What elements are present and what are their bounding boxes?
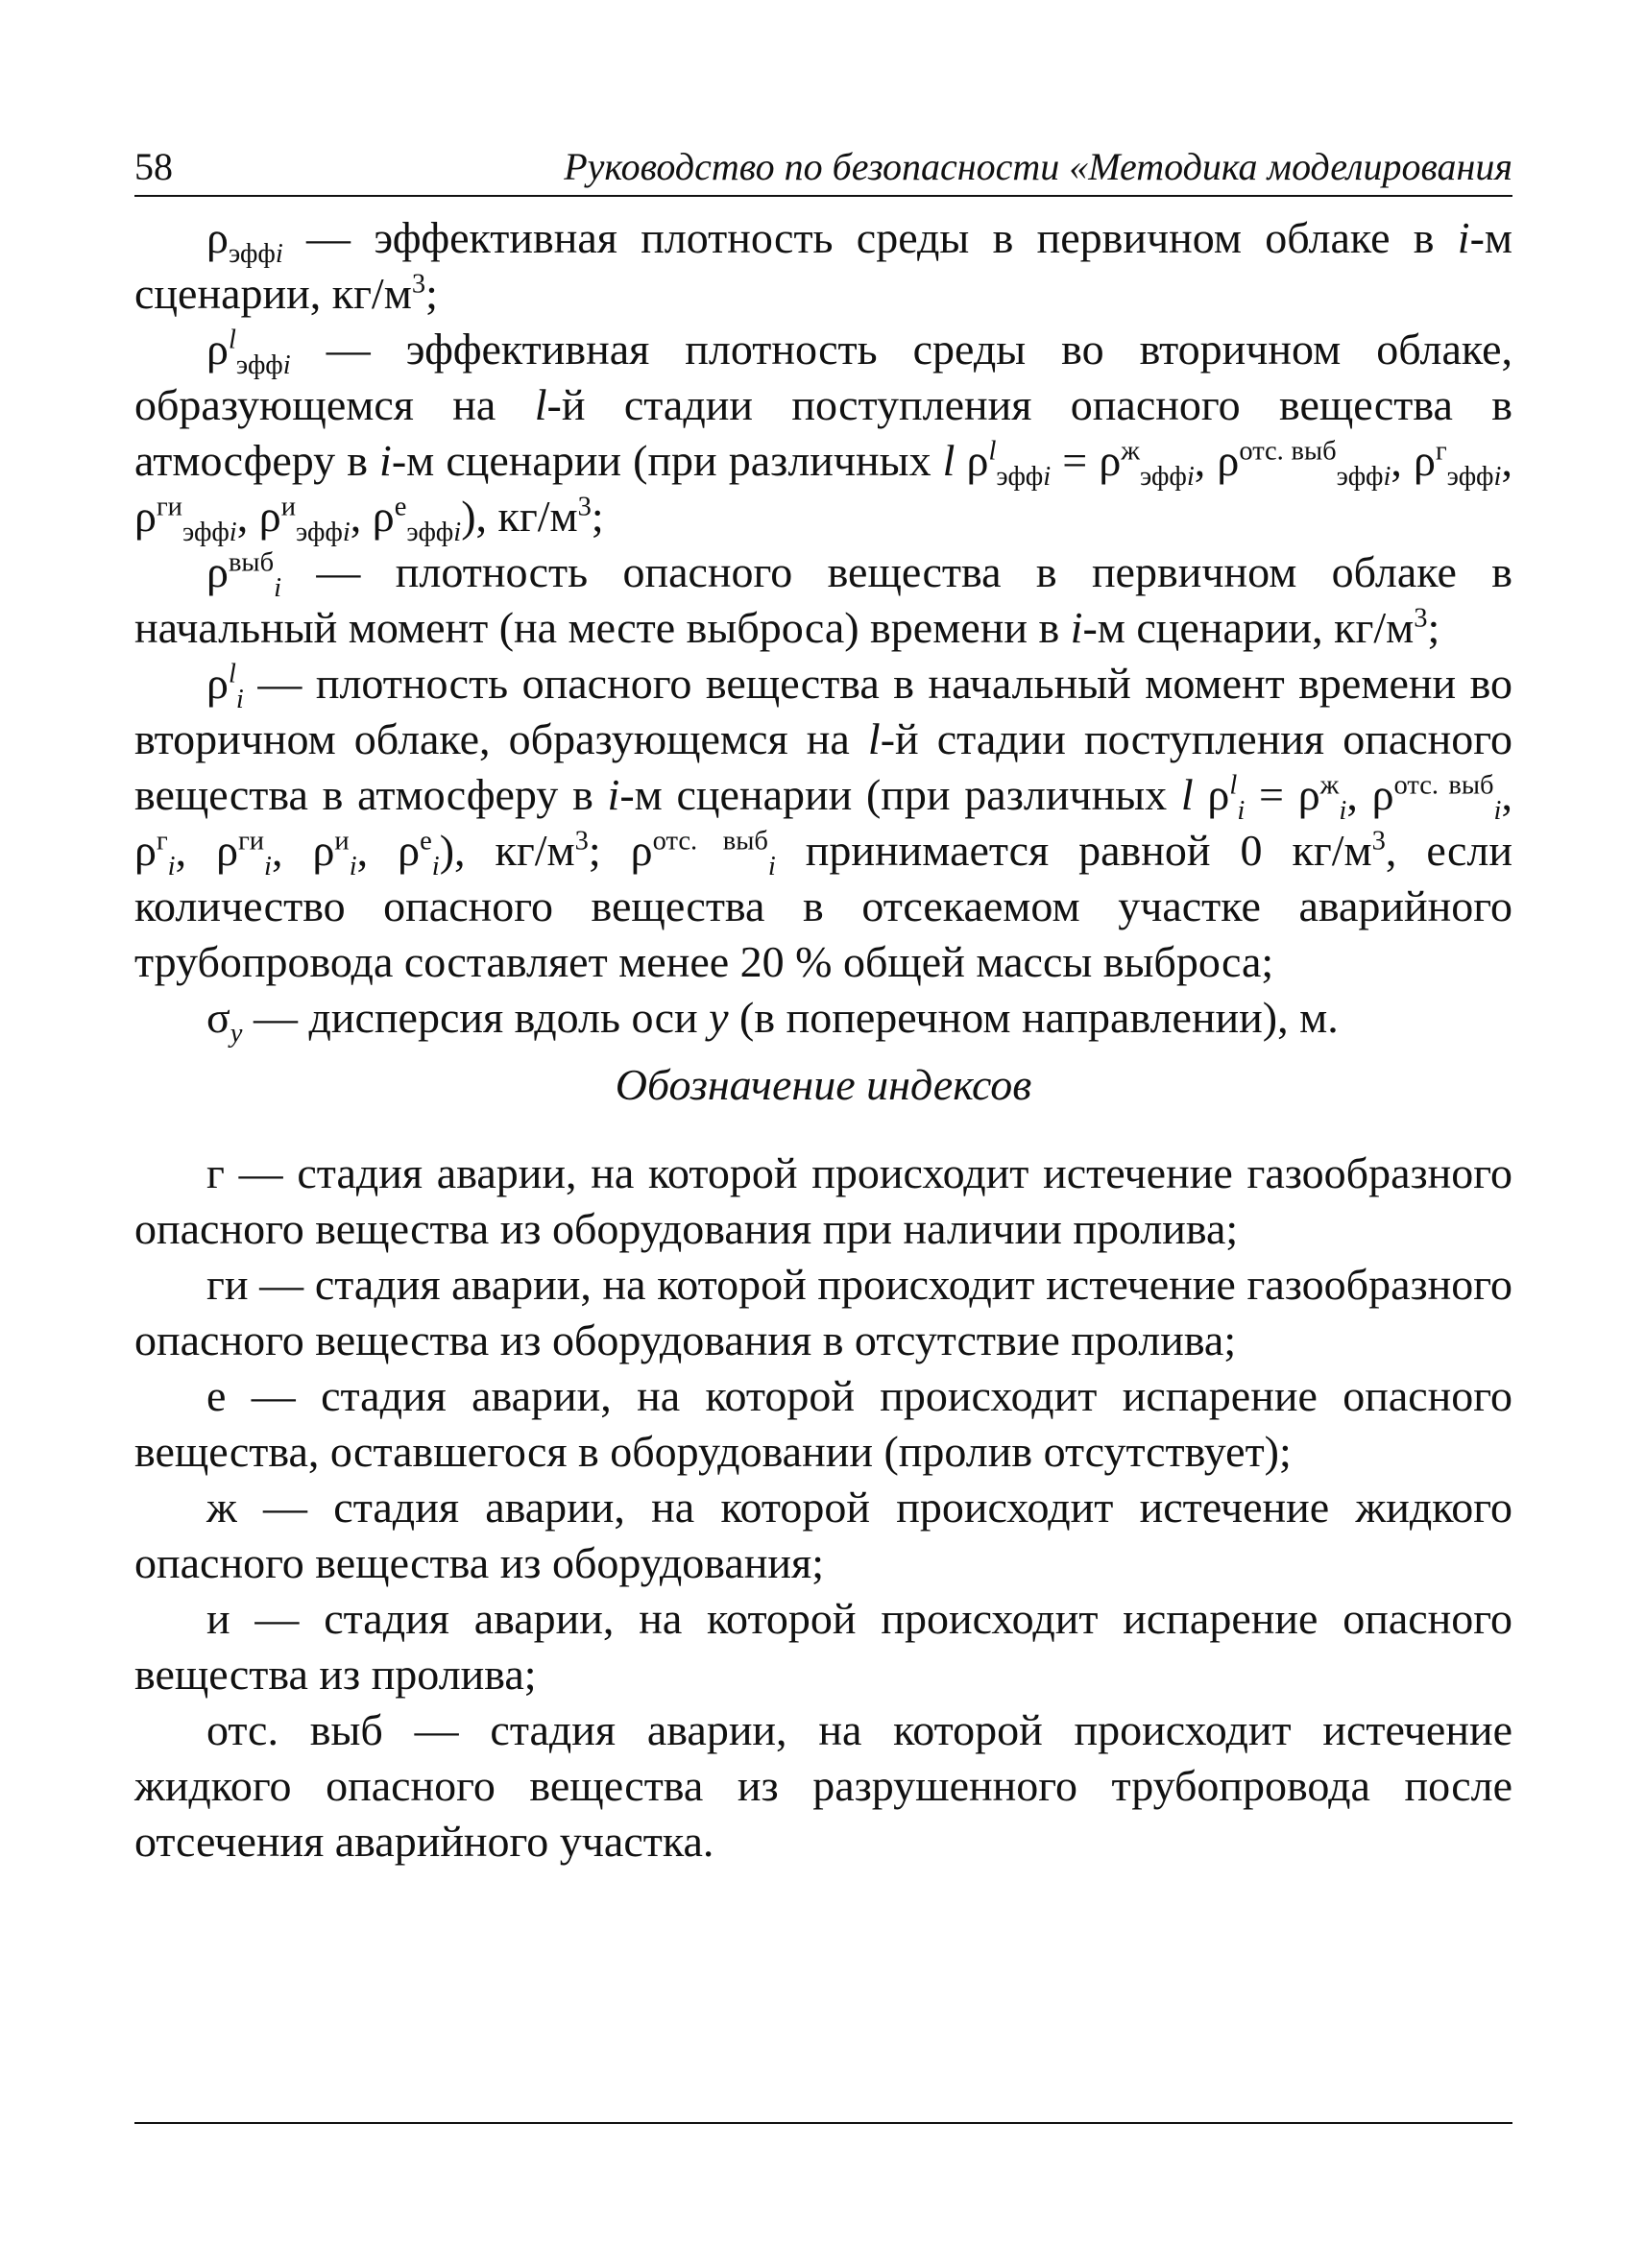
symbol: $\rho^{выб}_i$ — [206, 547, 282, 604]
page-content — [134, 210, 1512, 1870]
symbol: $\rho^l_{эффi}$ — [206, 325, 291, 381]
definition-rho-l-i: $\rho^l_i$ — плотность опасного вещества в начальный момент времени во вторичном облаке, образующемся на l-й стадии поступления опасного вещества в атмосферу в i-м сценарии (при различных l $\rho^l_i = \rho^ж_i$, $\rho^{отс. выб}_i$, $\rho^г_i$, $\rho^{ги}_i$, $\rho^и_i$, $\rho^е_i$), $кг/м^3$; $\rho^{отс. выб}_i$ принимается равной 0 $кг/м^3$, если количество опасного вещества в отсекаемом участке аварийного трубопровода составляет менее 20 % общей массы выброса; — [134, 659, 1513, 986]
symbol: $\rho_{эффi}$ — [206, 213, 283, 270]
index-item: е — стадия аварии, на которой происходит испарение опасного вещества, оставшегося в оборудовании (пролив отсутствует); — [134, 1371, 1512, 1476]
section-title: Обозначение индексов — [615, 1060, 1032, 1109]
document-page — [134, 144, 1512, 1870]
symbol: $\sigma_y$ — [206, 993, 243, 1050]
index-item: и — стадия аварии, на которой происходит испарение опасного вещества из пролива; — [134, 1594, 1512, 1699]
definition-rho-vyb: $\rho^{выб}_i$ — плотность опасного вещества в первичном облаке в начальный момент (на месте выброса) времени в i-м сценарии, $кг/м^3$; — [134, 547, 1512, 652]
page-header — [134, 144, 1512, 197]
index-item: г — стадия аварии, на которой происходит истечение газообразного опасного вещества из оборудования при наличии пролива; — [134, 1148, 1512, 1253]
definition-rho-eff: $\rho_{эффi}$ — эффективная плотность среды в первичном облаке в i-м сценарии, $кг/м^3$; — [134, 213, 1512, 318]
index-item: ги — стадия аварии, на которой происходит истечение газообразного опасного вещества из оборудования в отсутствие пролива; — [134, 1260, 1512, 1364]
footer-rule — [134, 2122, 1512, 2124]
running-title: Руководство по безопасности «Методика моделирования — [564, 145, 1512, 188]
definition-rho-l-eff: $\rho^l_{эффi}$ — эффективная плотность среды во вторичном облаке, образующемся на l-й стадии поступления опасного вещества в атмосферу в i-м сценарии (при различных l $\rho^l_{эффi} = \rho^ж_{эффi}$, $\rho^{отс. выб}_{эффi}$, $\rho^г_{эффi}$, $\rho^{ги}_{эффi}$, $\rho^и_{эффi}$, $\rho^е_{эффi}$), $кг/м^3$; — [134, 325, 1512, 548]
page-number: 58 — [134, 145, 173, 188]
definition-sigma-y: $\sigma_y$ — дисперсия вдоль оси y (в поперечном направлении), м. — [206, 993, 1339, 1050]
index-item: отс. выб — стадия аварии, на которой происходит истечение жидкого опасного вещества из разрушенного трубопровода после отсечения аварийного участка. — [134, 1705, 1512, 1866]
index-item: ж — стадия аварии, на которой происходит истечение жидкого опасного вещества из оборудования; — [134, 1483, 1512, 1587]
symbol: $\rho^l_i$ — [206, 659, 244, 715]
